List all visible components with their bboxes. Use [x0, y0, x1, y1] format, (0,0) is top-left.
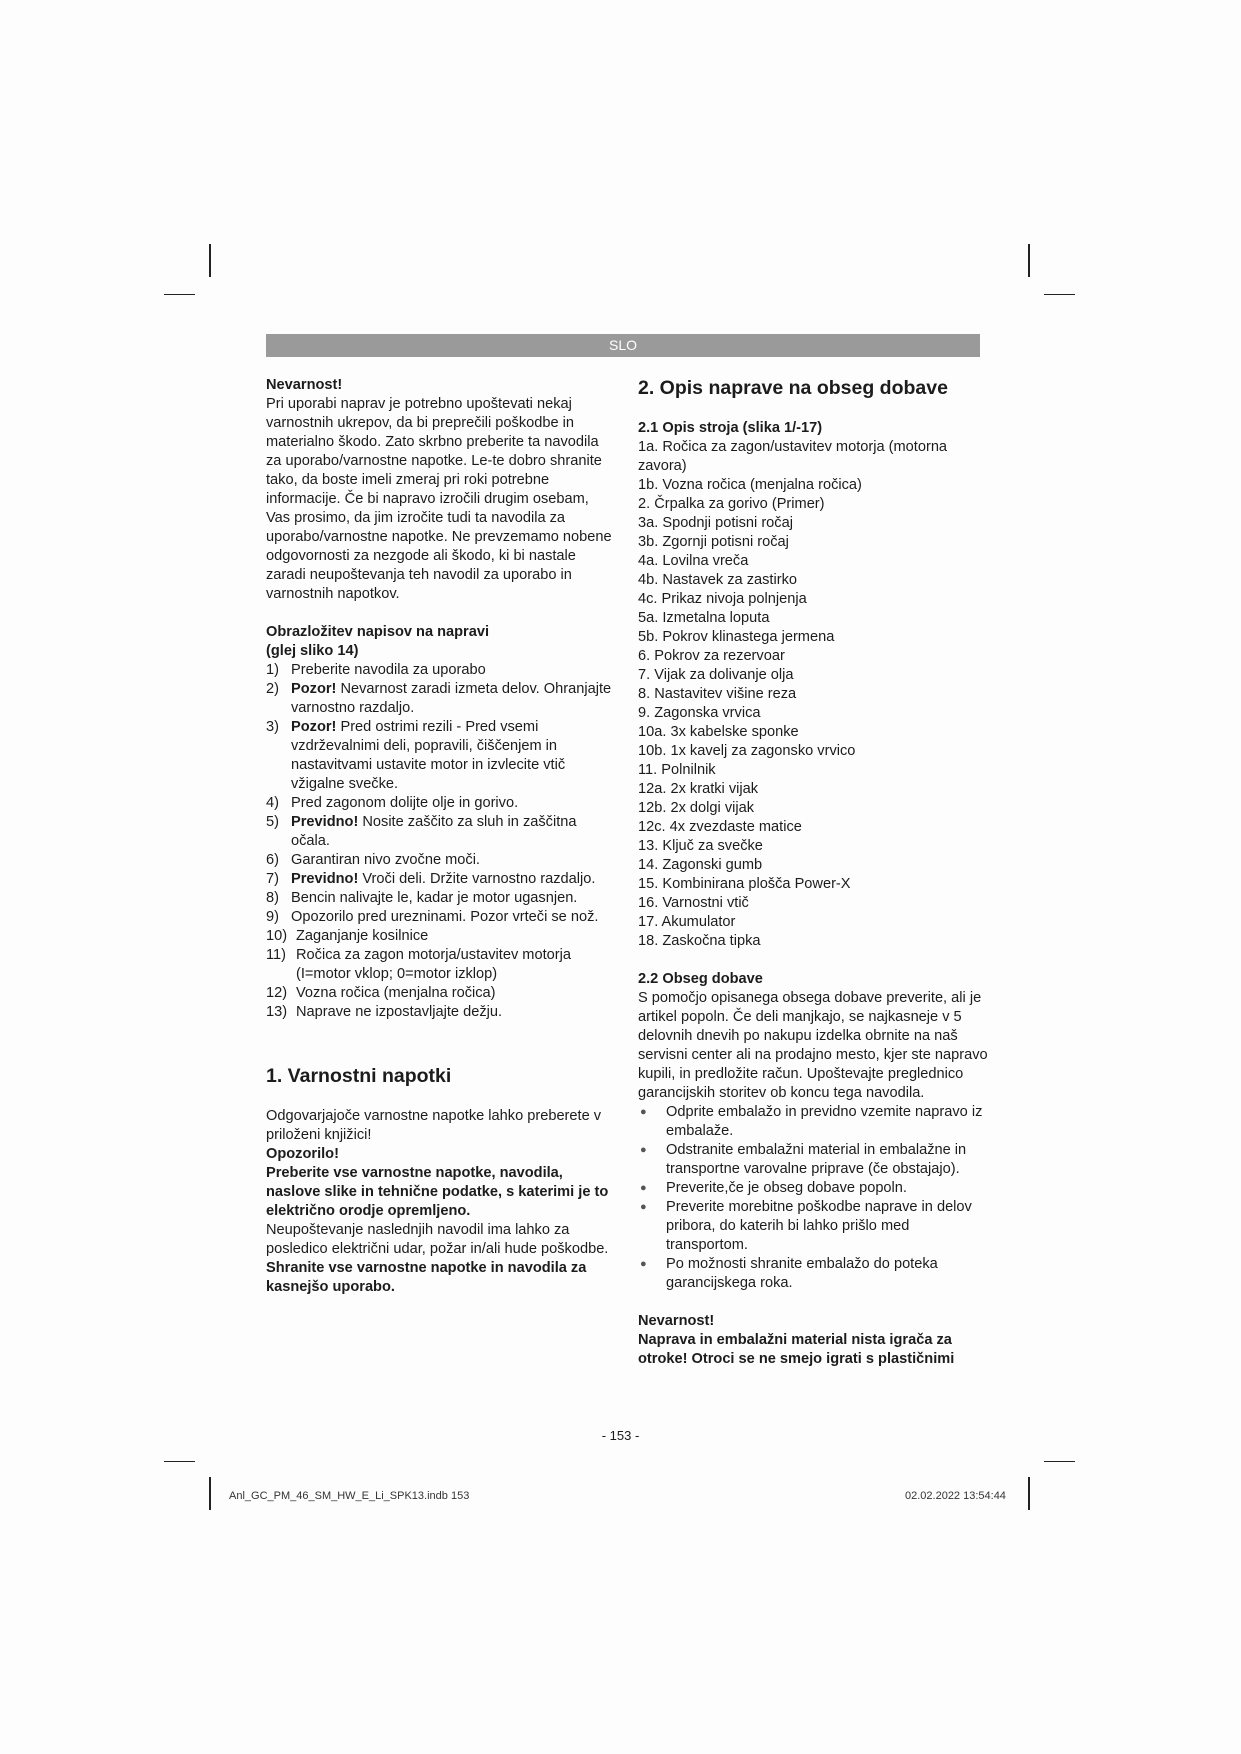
crop-mark: [209, 1477, 211, 1510]
part-item: 11. Polnilnik: [638, 762, 716, 778]
label-text: [291, 661, 616, 680]
left-column: [266, 376, 616, 1297]
label-body: Vozna ročica (menjalna ročica): [296, 985, 496, 1001]
crop-mark: [1028, 1477, 1030, 1510]
bullet-text: Odprite embalažo in previdno vzemite napravo iz embalaže.: [666, 1104, 983, 1139]
part-item: 10b. 1x kavelj za zagonsko vrvico: [638, 743, 856, 759]
caution-bold-text: Preberite vse varnostne napotke, navodila, naslove slike in tehnične podatke, s katerimi je to električno orodje opremljeno.: [266, 1165, 609, 1219]
bullet-item: [638, 1103, 988, 1141]
part-item: 17. Akumulator: [638, 914, 736, 930]
part-item: 12c. 4x zvezdaste matice: [638, 819, 802, 835]
warning-text: Pri uporabi naprav je potrebno upoštevati nekaj varnostnih ukrepov, da bi preprečili poškodbe in materialno škodo. Zato skrbno preberite ta navodila za uporabo/varnostne napotke. Le-te dobro shranite tako, da boste imeli zmeraj pri roki potrebne informacije. Če bi napravo izročili drugim osebam, Vas prosimo, da jim izročite tudi ta navodila za uporabo/varnostne napotke. Ne prevzemamo nobene odgovornosti za nezgode ali škodo, ki bi nastale zaradi neupoštevanja teh navodil za uporabo in varnostnih napotkov.: [266, 396, 612, 602]
crop-mark: [1028, 244, 1030, 277]
label-number: 12): [266, 985, 288, 1001]
label-text: [291, 889, 616, 908]
label-item: [266, 889, 616, 908]
label-body: Opozorilo pred urezninami. Pozor vrteči se nož.: [291, 909, 599, 925]
labels-list: [266, 661, 616, 1022]
bullet-list: [638, 1103, 988, 1293]
label-emphasis: Previdno!: [291, 871, 359, 887]
crop-mark: [164, 1461, 195, 1462]
label-number: 13): [266, 1004, 288, 1020]
label-item: [266, 813, 616, 851]
bullet-item: [638, 1179, 988, 1198]
label-text: [291, 680, 616, 718]
label-item: [266, 908, 616, 927]
label-body: Bencin nalivajte le, kadar je motor ugasnjen.: [291, 890, 578, 906]
label-item: [266, 870, 616, 889]
labels-subtitle: (glej sliko 14): [266, 643, 359, 659]
label-item: [266, 851, 616, 870]
part-item: 5b. Pokrov klinastega jermena: [638, 629, 835, 645]
label-emphasis: Pozor!: [291, 719, 337, 735]
crop-mark: [1044, 294, 1075, 295]
section-2-2-text: S pomočjo opisanega obsega dobave preverite, ali je artikel popoln. Če deli manjkajo, se najkasneje v 5 delovnih dnevih po nakupu izdelka obrnite na naš servisni center ali na prodajno mesto, kjer ste napravo kupili, in predložite račun. Upoštevajte preglednico garancijskih storitev ob koncu tega navodila.: [638, 990, 988, 1101]
part-item: 9. Zagonska vrvica: [638, 705, 761, 721]
label-item: [266, 794, 616, 813]
label-text: [291, 813, 616, 851]
label-item: [266, 661, 616, 680]
bullet-text: Preverite morebitne poškodbe naprave in delov pribora, do katerih bi lahko prišlo med transportom.: [666, 1199, 972, 1253]
label-emphasis: Pozor!: [291, 681, 337, 697]
label-number: 8): [266, 890, 279, 906]
bullet-dot-icon: ●: [640, 1144, 647, 1156]
bullet-dot-icon: ●: [640, 1258, 647, 1270]
label-text: [296, 984, 616, 1003]
label-body: Vroči deli. Držite varnostno razdaljo.: [358, 871, 596, 887]
label-text: [291, 851, 616, 870]
label-text: [296, 946, 616, 984]
caution-title: Opozorilo!: [266, 1146, 339, 1162]
section-1-text: Odgovarjajoče varnostne napotke lahko preberete v priloženi knjižici!: [266, 1108, 602, 1143]
label-number: 9): [266, 909, 279, 925]
part-item: 4b. Nastavek za zastirko: [638, 572, 797, 588]
label-number: 7): [266, 871, 279, 887]
label-text: [291, 908, 616, 927]
label-number: 10): [266, 928, 288, 944]
label-emphasis: Previdno!: [291, 814, 359, 830]
part-item: 3b. Zgornji potisni ročaj: [638, 534, 789, 550]
part-item: 12a. 2x kratki vijak: [638, 781, 759, 797]
label-text: [296, 1003, 616, 1022]
label-number: 6): [266, 852, 279, 868]
warning-title: Nevarnost!: [266, 377, 343, 393]
bullet-text: Po možnosti shranite embalažo do poteka garancijskega roka.: [666, 1256, 938, 1291]
label-number: 11): [266, 947, 287, 963]
page-number: - 153 -: [601, 1428, 640, 1443]
part-item: 18. Zaskočna tipka: [638, 933, 761, 949]
part-item: 7. Vijak za dolivanje olja: [638, 667, 794, 683]
bullet-item: [638, 1198, 988, 1255]
part-item: 4a. Lovilna vreča: [638, 553, 749, 569]
language-header: SLO: [266, 334, 980, 357]
part-item: 5a. Izmetalna loputa: [638, 610, 770, 626]
crop-mark: [164, 294, 195, 295]
part-item: 1b. Vozna ročica (menjalna ročica): [638, 477, 862, 493]
label-text: [296, 927, 616, 946]
right-column: [638, 376, 988, 1369]
caution-text: Neupoštevanje naslednjih navodil ima lahko za posledico električni udar, požar in/ali hude poškodbe.: [266, 1222, 609, 1257]
section-2-title: 2. Opis naprave na obseg dobave: [638, 377, 948, 399]
label-number: 1): [266, 662, 279, 678]
label-text: [291, 718, 616, 794]
part-item: 3a. Spodnji potisni ročaj: [638, 515, 793, 531]
label-body: Preberite navodila za uporabo: [291, 662, 486, 678]
label-number: 4): [266, 795, 279, 811]
label-body: Nevarnost zaradi izmeta delov. Ohranjajte varnostno razdaljo.: [291, 681, 612, 716]
bullet-text: Preverite,če je obseg dobave popoln.: [666, 1180, 907, 1196]
label-item: [266, 1003, 616, 1022]
section-2-1-title: 2.1 Opis stroja (slika 1/-17): [638, 420, 823, 436]
part-item: 2. Črpalka za gorivo (Primer): [638, 496, 825, 512]
label-item: [266, 680, 616, 718]
crop-mark: [1044, 1461, 1075, 1462]
label-number: 3): [266, 719, 279, 735]
bullet-item: [638, 1141, 988, 1179]
label-item: [266, 927, 616, 946]
section-1-title: 1. Varnostni napotki: [266, 1065, 452, 1087]
crop-mark: [209, 244, 211, 277]
part-item: 12b. 2x dolgi vijak: [638, 800, 755, 816]
part-item: 4c. Prikaz nivoja polnjenja: [638, 591, 807, 607]
part-item: 10a. 3x kabelske sponke: [638, 724, 799, 740]
section-2-2-title: 2.2 Obseg dobave: [638, 971, 763, 987]
label-body: Garantiran nivo zvočne moči.: [291, 852, 480, 868]
label-body: Zaganjanje kosilnice: [296, 928, 429, 944]
label-number: 2): [266, 681, 279, 697]
keep-instructions-text: Shranite vse varnostne napotke in navodila za kasnejšo uporabo.: [266, 1260, 587, 1295]
part-item: 13. Ključ za svečke: [638, 838, 763, 854]
part-item: 8. Nastavitev višine reza: [638, 686, 797, 702]
bullet-dot-icon: ●: [640, 1182, 647, 1194]
label-text: [291, 794, 616, 813]
warning-2-title: Nevarnost!: [638, 1313, 715, 1329]
part-item: 16. Varnostni vtič: [638, 895, 749, 911]
label-body: Nosite zaščito za sluh in zaščitna očala.: [291, 814, 577, 849]
bullet-item: [638, 1255, 988, 1293]
footer-datetime: 02.02.2022 13:54:44: [905, 1490, 1006, 1502]
label-item: [266, 946, 616, 984]
bullet-dot-icon: ●: [640, 1201, 647, 1213]
part-item: 15. Kombinirana plošča Power-X: [638, 876, 851, 892]
labels-title: Obrazložitev napisov na napravi: [266, 624, 490, 640]
label-text: [291, 870, 616, 889]
label-body: Pred zagonom dolijte olje in gorivo.: [291, 795, 519, 811]
label-number: 5): [266, 814, 279, 830]
label-body: Pred ostrimi rezili - Pred vsemi vzdrževalnimi deli, popravili, čiščenjem in nastavitvami ustavite motor in izvlecite vtič vžigalne svečke.: [291, 719, 566, 792]
label-item: [266, 718, 616, 794]
part-item: 6. Pokrov za rezervoar: [638, 648, 785, 664]
footer-file: Anl_GC_PM_46_SM_HW_E_Li_SPK13.indb 153: [229, 1490, 470, 1502]
label-body: Naprave ne izpostavljajte dežju.: [296, 1004, 503, 1020]
label-body: Ročica za zagon motorja/ustavitev motorja (I=motor vklop; 0=motor izklop): [296, 947, 571, 982]
warning-2-text: Naprava in embalažni material nista igrača za otroke! Otroci se ne smejo igrati s plastičnimi: [638, 1332, 955, 1367]
part-item: 14. Zagonski gumb: [638, 857, 763, 873]
parts-list: [638, 438, 988, 951]
label-item: [266, 984, 616, 1003]
bullet-dot-icon: ●: [640, 1106, 647, 1118]
part-item: 1a. Ročica za zagon/ustavitev motorja (motorna zavora): [638, 439, 948, 474]
bullet-text: Odstranite embalažni material in embalažne in transportne varovalne priprave (če obstajajo).: [666, 1142, 967, 1177]
